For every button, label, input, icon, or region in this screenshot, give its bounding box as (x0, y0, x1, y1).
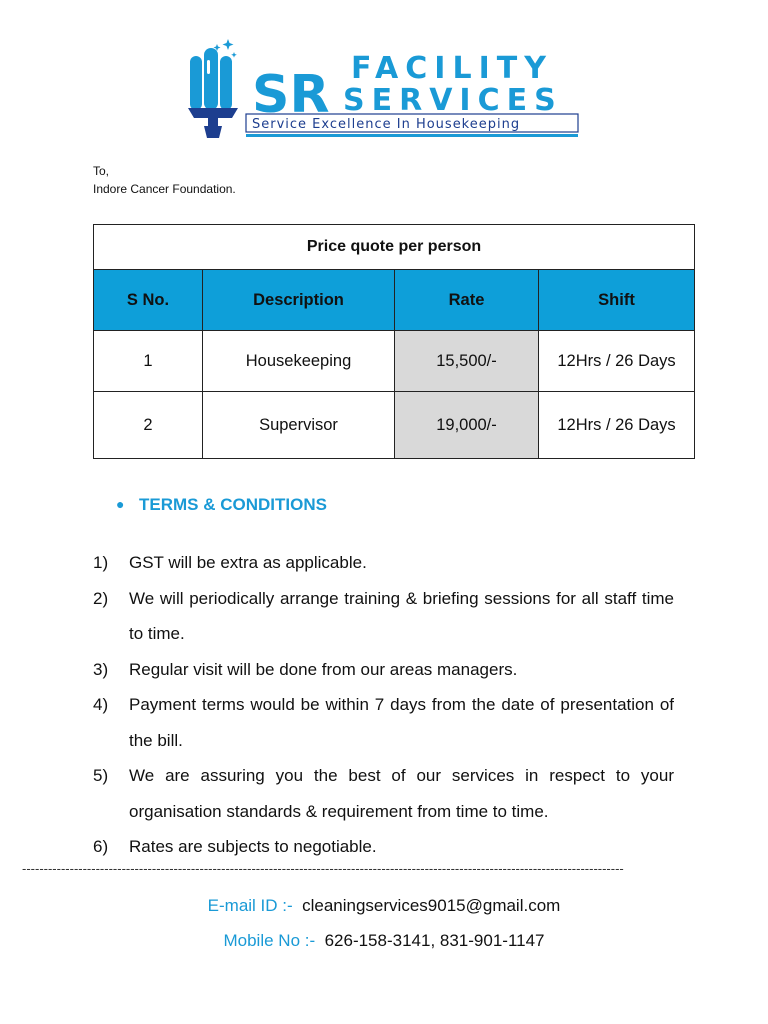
bullet-icon: ● (116, 496, 125, 512)
list-item (93, 829, 674, 865)
list-item (93, 758, 674, 829)
table-row (94, 392, 695, 459)
table-row (94, 331, 695, 392)
item-number: 3) (93, 659, 109, 679)
item-number: 1) (93, 553, 109, 572)
item-text: Payment terms would be within 7 days from the date of presentation of the bill. (129, 695, 674, 750)
recipient-address (93, 162, 236, 198)
item-text: We are assuring you the best of our services in respect to your organisation standards & requirement from time to time. (129, 766, 674, 821)
terms-list (93, 545, 674, 865)
rate-cell: 19,000/- (395, 392, 539, 459)
sparkle-icon (223, 39, 234, 50)
company-logo (188, 38, 580, 142)
column-header: Description (203, 270, 395, 331)
column-header: Rate (395, 270, 539, 331)
table-header-row (94, 270, 695, 331)
email-line (0, 896, 768, 916)
terms-title-text: TERMS & CONDITIONS (139, 495, 327, 514)
description-cell: Supervisor (203, 392, 395, 459)
rate-cell: 15,500/- (395, 331, 539, 392)
squeegee-icon (188, 48, 238, 138)
item-text: We will periodically arrange training & briefing sessions for all staff time to time. (129, 588, 674, 643)
item-number: 5) (93, 766, 109, 785)
mobile-label: Mobile No :- (223, 931, 316, 950)
item-text: Regular visit will be done from our areas managers. (129, 659, 518, 679)
serial-cell: 1 (94, 331, 203, 392)
item-number: 4) (93, 695, 109, 714)
terms-heading (116, 495, 327, 515)
logo-initials: SR (252, 65, 330, 125)
address-salutation: To, (93, 164, 110, 178)
price-quote-table (93, 224, 695, 459)
column-header: Shift (539, 270, 695, 331)
logo-tagline: Service Excellence In Housekeeping (252, 117, 521, 132)
logo-graphic (188, 38, 580, 142)
footer-separator: ------------------------------------------------------------------------------------------------------------------------------------------- (22, 861, 624, 876)
mobile-numbers[interactable]: 626-158-3141, 831-901-1147 (324, 931, 545, 950)
list-item (93, 545, 674, 581)
list-item (93, 652, 674, 688)
shift-cell: 12Hrs / 26 Days (539, 331, 695, 392)
item-number: 6) (93, 837, 109, 856)
serial-cell: 2 (94, 392, 203, 459)
email-address[interactable]: cleaningservices9015@gmail.com (302, 896, 561, 915)
item-text: Rates are subjects to negotiable. (129, 837, 377, 856)
item-text: GST will be extra as applicable. (129, 553, 367, 572)
item-number: 2) (93, 588, 109, 608)
description-cell: Housekeeping (203, 331, 395, 392)
column-header: S No. (94, 270, 203, 331)
logo-line1: FACILITY (351, 51, 553, 86)
list-item (93, 581, 674, 652)
list-item (93, 687, 674, 758)
table-caption: Price quote per person (94, 225, 695, 270)
address-name: Indore Cancer Foundation. (93, 182, 236, 196)
email-label: E-mail ID :- (207, 896, 293, 915)
shift-cell: 12Hrs / 26 Days (539, 392, 695, 459)
mobile-line (0, 931, 768, 951)
logo-line2: SERVICES (343, 83, 563, 118)
